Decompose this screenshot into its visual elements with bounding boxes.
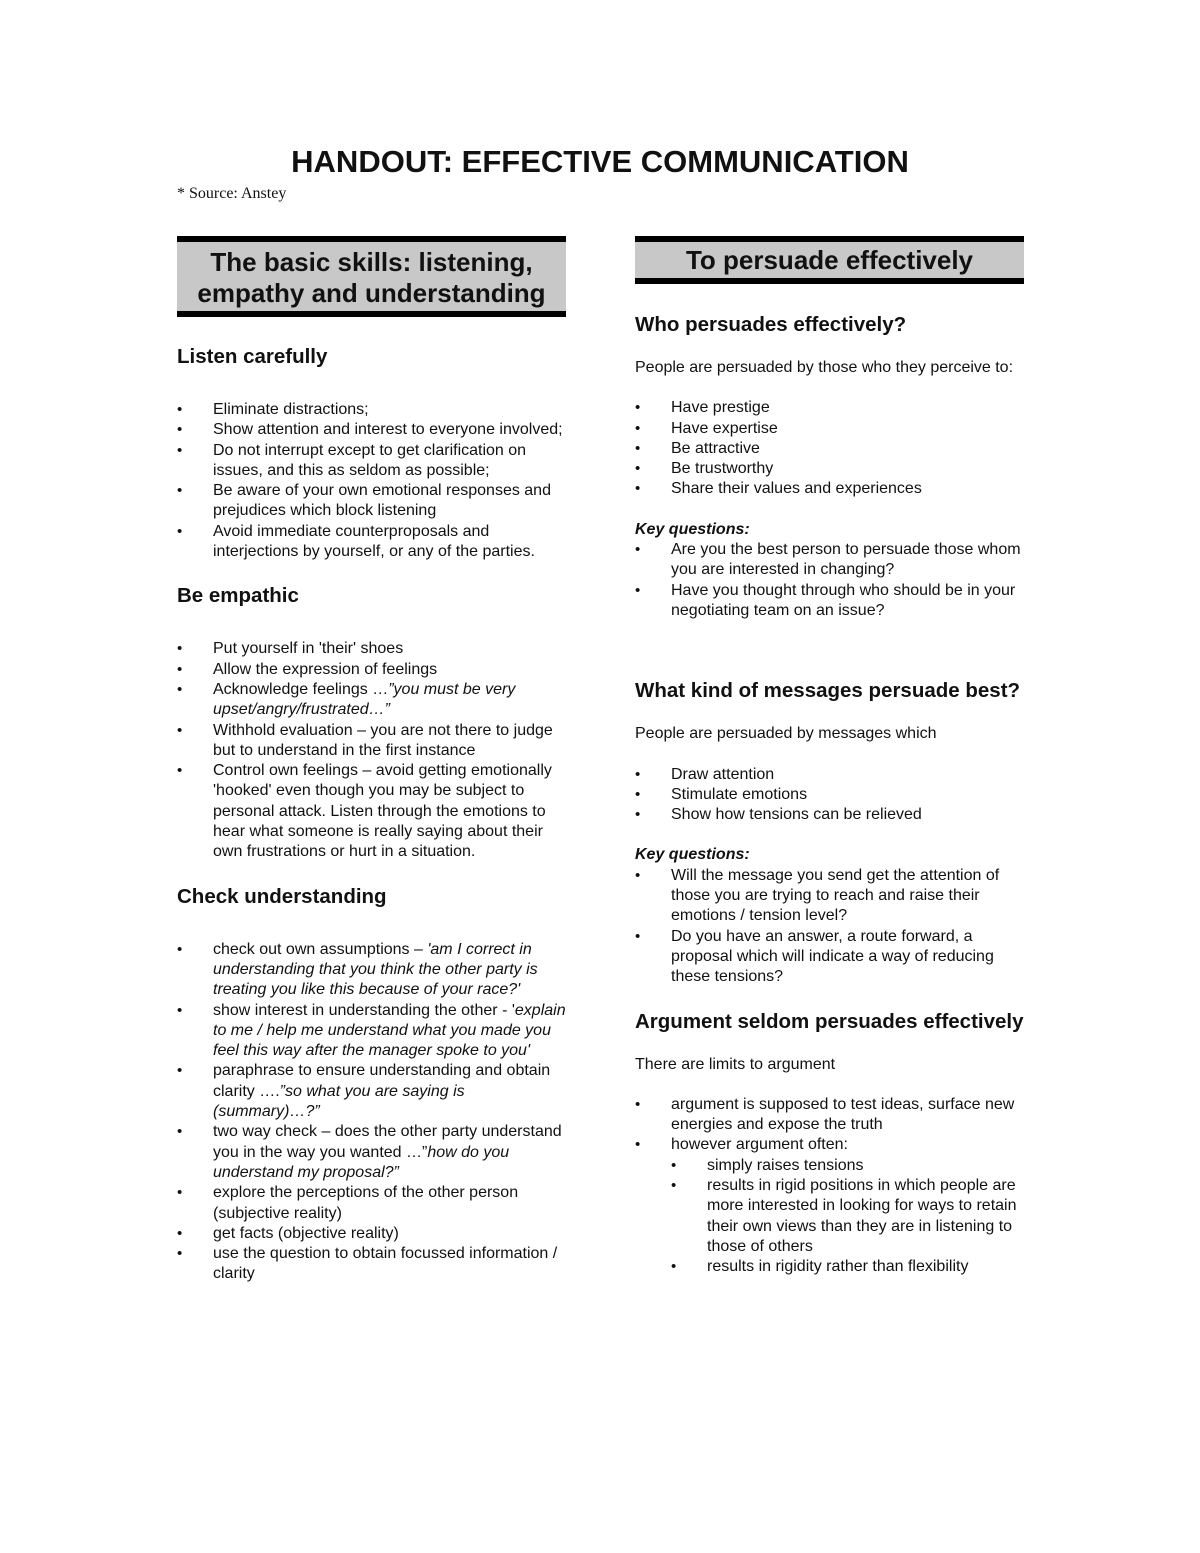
item-quote: ”so what you are saying is (summary)…?”	[213, 1082, 465, 1121]
key-questions-label: Key questions:	[635, 846, 750, 864]
list-item: • Eliminate distractions;	[177, 400, 566, 420]
item-text: Acknowledge feelings …	[213, 680, 389, 698]
messages-list	[635, 765, 1024, 826]
list-item: • Will the message you send get the attention of those you are trying to reach and raise their emotions / tension level?	[635, 866, 1024, 927]
item-text: paraphrase to ensure understanding and obtain clarity ….	[213, 1062, 551, 1100]
list-item	[177, 1001, 566, 1062]
list-item: • Allow the expression of feelings	[177, 660, 566, 680]
list-item	[177, 1122, 566, 1183]
right-column	[635, 236, 1024, 1278]
list-item: • however argument often:	[635, 1135, 1024, 1155]
list-item: • Have you thought through who should be in your negotiating team on an issue?	[635, 581, 1024, 622]
list-item: • use the question to obtain focussed information / clarity	[177, 1244, 566, 1285]
list-item: • Be trustworthy	[635, 459, 1024, 479]
list-item: • Share their values and experiences	[635, 479, 1024, 499]
list-item	[177, 680, 566, 721]
list-item: • Are you the best person to persuade those whom you are interested in changing?	[635, 540, 1024, 581]
messages-intro: People are persuaded by messages which	[635, 725, 937, 743]
list-item: • Draw attention	[635, 765, 1024, 785]
list-item: • Put yourself in 'their' shoes	[177, 639, 566, 659]
list-item: • Do not interrupt except to get clarification on issues, and this as seldom as possible;	[177, 441, 566, 482]
left-column	[177, 236, 566, 1285]
heading-messages-persuade: What kind of messages persuade best?	[635, 679, 1021, 703]
list-item: • Withhold evaluation – you are not there to judge but to understand in the first instance	[177, 721, 566, 762]
item-text: check out own assumptions –	[213, 940, 428, 958]
who-intro: People are persuaded by those who they perceive to:	[635, 359, 1014, 376]
list-item: • Have expertise	[635, 419, 1024, 439]
list-item: • simply raises tensions	[671, 1156, 1024, 1176]
list-item: • Avoid immediate counterproposals and interjections by yourself, or any of the parties.	[177, 522, 566, 563]
messages-key-list	[635, 866, 1024, 988]
item-quote: ”you must be very upset/angry/frustrated…”	[213, 680, 516, 719]
list-item: • get facts (objective reality)	[177, 1224, 566, 1244]
page-title: HANDOUT: EFFECTIVE COMMUNICATION	[291, 144, 909, 179]
item-quote: explain to me / help me understand what you made you feel this way after the manager spoke to you'	[213, 1001, 566, 1060]
list-item: • Stimulate emotions	[635, 785, 1024, 805]
item-quote: how do you understand my proposal?”	[213, 1143, 510, 1181]
heading-check-understanding: Check understanding	[177, 884, 387, 908]
argument-list	[635, 1095, 1024, 1156]
argument-intro: There are limits to argument	[635, 1055, 836, 1073]
source-note: * Source: Anstey	[177, 185, 287, 202]
list-item: • argument is supposed to test ideas, surface new energies and expose the truth	[635, 1095, 1024, 1136]
key-questions-label: Key questions:	[635, 520, 750, 538]
list-item: • Show how tensions can be relieved	[635, 805, 1024, 825]
check-list	[177, 940, 566, 1285]
list-item: • Do you have an answer, a route forward, a proposal which will indicate a way of reducing these tensions?	[635, 927, 1024, 988]
item-text: two way check – does the other party understand you in the way you wanted …”	[213, 1123, 562, 1161]
list-item	[177, 940, 566, 1001]
argument-sub-list	[635, 1156, 1024, 1278]
empathic-list	[177, 639, 566, 862]
heading-be-empathic: Be empathic	[177, 584, 299, 608]
heading-argument: Argument seldom persuades effectively	[635, 1009, 1024, 1033]
heading-who-persuades: Who persuades effectively?	[635, 313, 907, 336]
list-item: • Be attractive	[635, 439, 1024, 459]
list-item: • results in rigidity rather than flexibility	[671, 1257, 1024, 1277]
who-list	[635, 398, 1024, 499]
list-item: • results in rigid positions in which people are more interested in looking for ways to retain their own views than they are in listening to those of others	[671, 1176, 1024, 1257]
list-item: • explore the perceptions of the other person (subjective reality)	[177, 1183, 566, 1224]
list-item: • Show attention and interest to everyone involved;	[177, 420, 566, 440]
section-header-persuade: To persuade effectively	[635, 236, 1024, 284]
list-item: • Have prestige	[635, 398, 1024, 418]
list-item: • Be aware of your own emotional responses and prejudices which block listening	[177, 481, 566, 522]
heading-listen-carefully: Listen carefully	[177, 345, 328, 368]
list-item: • Control own feelings – avoid getting emotionally 'hooked' even though you may be subject to personal attack. Listen through the emotions to hear what someone is really saying about their own frustrations or hurt in a situation.	[177, 761, 566, 862]
who-key-list	[635, 540, 1024, 621]
item-text: show interest in understanding the other - '	[213, 1001, 515, 1019]
section-header-basic-skills: The basic skills: listening, empathy and understanding	[177, 236, 566, 317]
listen-list	[177, 400, 566, 562]
item-quote: 'am I correct in understanding that you think the other party is treating you like this because of your race?'	[213, 940, 538, 999]
list-item	[177, 1061, 566, 1122]
